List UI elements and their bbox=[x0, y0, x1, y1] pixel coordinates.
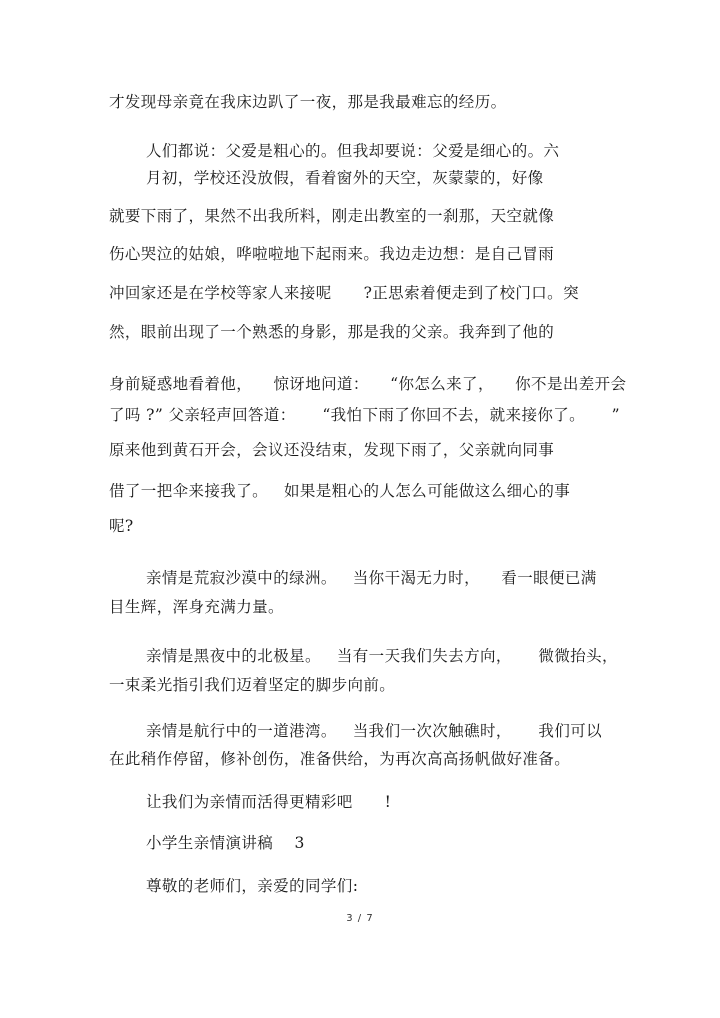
text-line: 借了一把伞来接我了。 如果是粗心的人怎么可能做这么细心的事 bbox=[109, 482, 571, 500]
text-line: 目生辉，浑身充满力量。 bbox=[109, 598, 284, 616]
text-line: 伤心哭泣的姑娘，哗啦啦地下起雨来。我边走边想：是自己冒雨 bbox=[109, 245, 555, 263]
text-line: 亲情是荒寂沙漠中的绿洲。 当你干渴无力时， 看一眼便已满 bbox=[146, 569, 597, 587]
text-line: 身前疑惑地看着他， 惊讶地问道： “你怎么来了， 你不是出差开会 bbox=[109, 375, 627, 393]
text-line: 亲情是航行中的一道港湾。 当我们一次次触礁时， 我们可以 bbox=[146, 722, 603, 740]
text-line: 让我们为亲情而活得更精彩吧 ! bbox=[146, 793, 392, 811]
text-line: 亲情是黑夜中的北极星。 当有一天我们失去方向， 微微抬头， bbox=[146, 647, 618, 665]
text-line: 了吗 ?” 父亲轻声回答道： “我怕下雨了你回不去，就来接你了。 ” bbox=[109, 406, 621, 424]
section-heading: 小学生亲情演讲稿 3 bbox=[146, 834, 305, 852]
text-line: 冲回家还是在学校等家人来接呢 ?正思索着便走到了校门口。突 bbox=[109, 284, 579, 302]
text-line: 就要下雨了，果然不出我所料，刚走出教室的一刹那，天空就像 bbox=[109, 207, 555, 225]
page-number: 3 / 7 bbox=[346, 913, 374, 924]
text-line: 呢? bbox=[109, 517, 134, 535]
text-line: 人们都说：父爱是粗心的。但我却要说：父爱是细心的。六 bbox=[146, 142, 560, 160]
text-line: 在此稍作停留，修补创伤，准备供给，为再次高高扬帆做好准备。 bbox=[109, 750, 571, 768]
text-line: 一束柔光指引我们迈着坚定的脚步向前。 bbox=[109, 676, 396, 694]
text-line: 月初，学校还没放假，看着窗外的天空，灰蒙蒙的，好像 bbox=[146, 169, 544, 187]
text-line: 才发现母亲竟在我床边趴了一夜，那是我最难忘的经历。 bbox=[109, 93, 507, 111]
text-line: 原来他到黄石开会，会议还没结束，发现下雨了，父亲就向同事 bbox=[109, 441, 555, 459]
text-line: 然，眼前出现了一个熟悉的身影，那是我的父亲。我奔到了他的 bbox=[109, 323, 555, 341]
text-line: 尊敬的老师们，亲爱的同学们: bbox=[146, 877, 359, 895]
